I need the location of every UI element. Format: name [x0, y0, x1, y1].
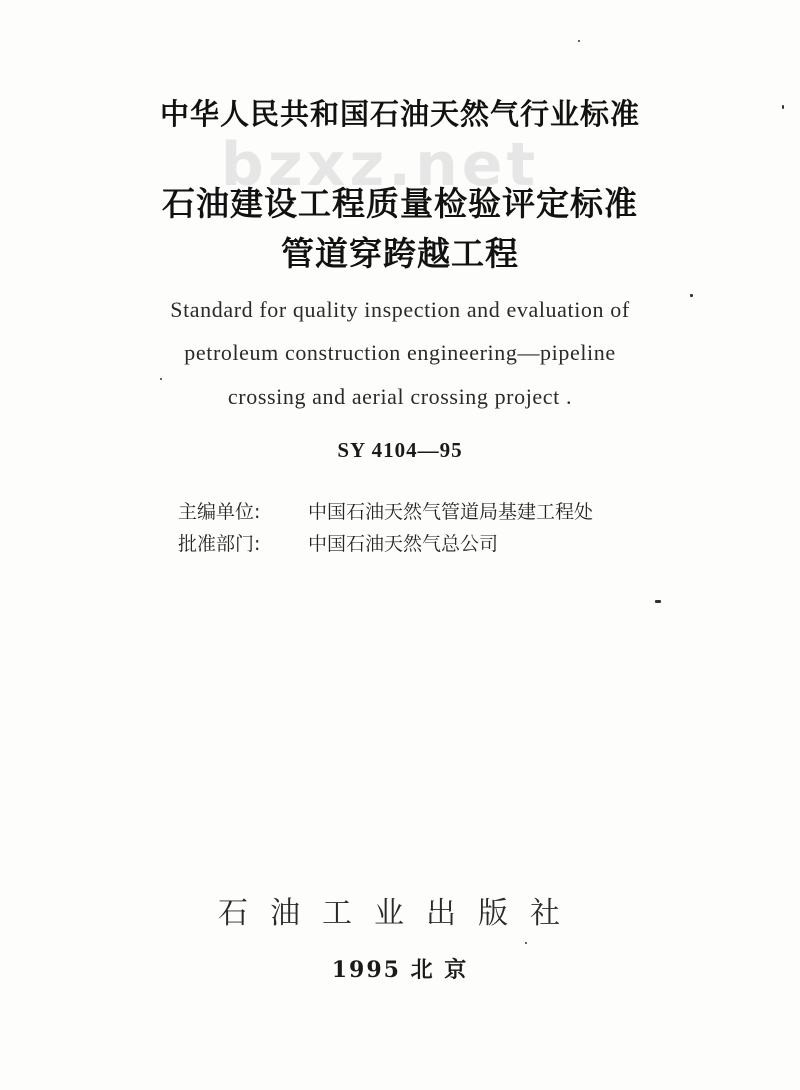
approver-row — [178, 528, 593, 560]
watermark: bzxz.net — [220, 130, 540, 200]
publisher: 石油工业出版社 — [218, 896, 582, 931]
info-block — [178, 496, 593, 560]
scan-speck — [160, 378, 162, 380]
scan-speck — [655, 600, 661, 603]
document-title-line-2: 管道穿跨越工程 — [281, 234, 519, 273]
editor-label: 主编单位: — [178, 501, 261, 523]
document-title-line-1: 石油建设工程质量检验评定标准 — [162, 184, 638, 223]
scan-speck — [578, 40, 580, 42]
scan-speck — [525, 942, 527, 944]
scan-speck — [782, 105, 784, 109]
standard-code: SY 4104—95 — [337, 438, 463, 462]
english-title-line-1: Standard for quality inspection and evaluation of — [170, 297, 630, 322]
approver-value: 中国石油天然气总公司 — [308, 533, 499, 555]
scan-speck — [690, 294, 693, 297]
english-title-line-3: crossing and aerial crossing project . — [227, 384, 573, 409]
approver-label: 批准部门: — [178, 533, 261, 555]
editor-value: 中国石油天然气管道局基建工程处 — [308, 501, 594, 523]
editor-row — [178, 496, 593, 528]
industry-standard-heading: 中华人民共和国石油天然气行业标准 — [159, 97, 640, 131]
english-title-line-2: petroleum construction engineering—pipeline — [184, 340, 616, 365]
publication-year-city: 1995 北 京 — [331, 957, 469, 983]
